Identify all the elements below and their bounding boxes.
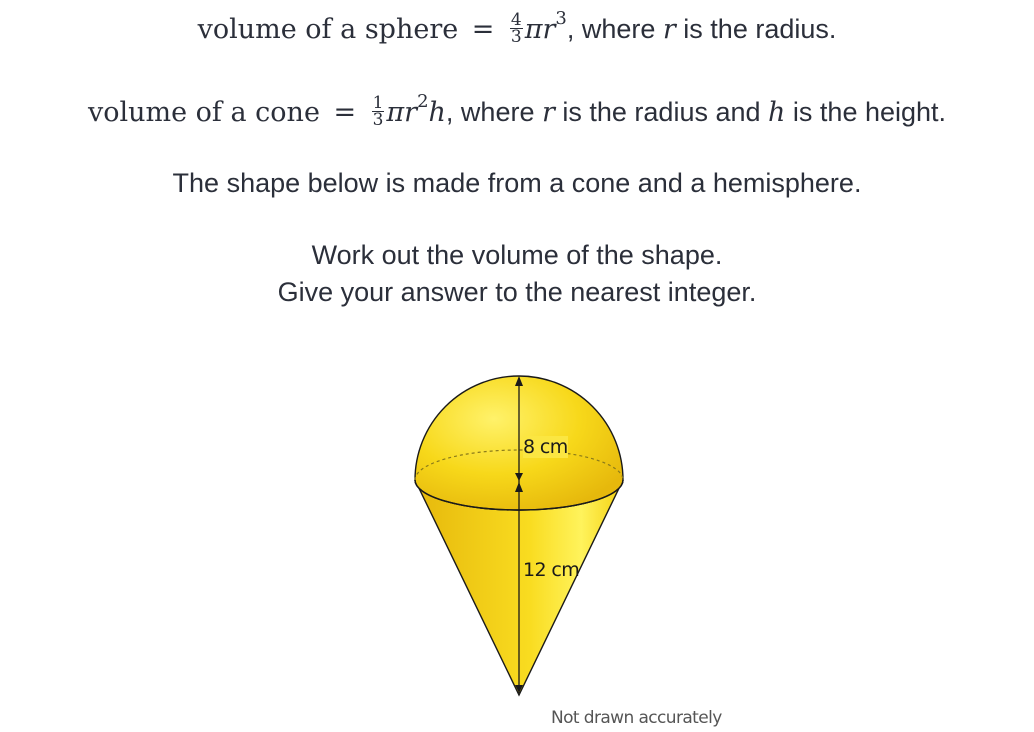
sphere-formula-lhs: volume of a sphere [197,14,459,45]
exponent: 3 [555,8,567,29]
equals-sign: = [471,14,495,45]
radius-label: 8 cm [523,436,568,458]
cone-formula-lhs: volume of a cone [87,97,320,128]
height-variable: h [428,97,446,128]
sphere-tail-text: is the radius. [675,14,837,44]
cone-tail-text: is the height. [785,97,947,127]
fraction-denominator: 3 [372,110,384,131]
radius-variable: r [541,97,555,128]
task-instruction: Work out the volume of the shape. [311,240,723,270]
cone-tail-text: is the radius and [554,97,769,127]
equals-sign: = [333,97,357,128]
not-to-scale-caption: Not drawn accurately [551,708,722,728]
fraction-numerator: 4 [510,10,522,31]
exponent: 2 [417,91,429,112]
fraction-denominator: 3 [510,27,522,48]
problem-statement: The shape below is made from a cone and a hemisphere. [172,168,862,198]
radius-variable: r [404,97,418,128]
radius-variable: r [542,14,556,45]
cone-tail-text: , where [445,97,542,127]
height-variable: h [768,97,786,128]
fraction-numerator: 1 [372,93,384,114]
pi-symbol: π [524,14,543,45]
pi-symbol: π [386,97,405,128]
cone-height-label: 12 cm [523,559,580,581]
task-rounding: Give your answer to the nearest integer. [277,277,757,307]
radius-variable: r [662,14,676,45]
sphere-tail-text: , where [566,14,663,44]
